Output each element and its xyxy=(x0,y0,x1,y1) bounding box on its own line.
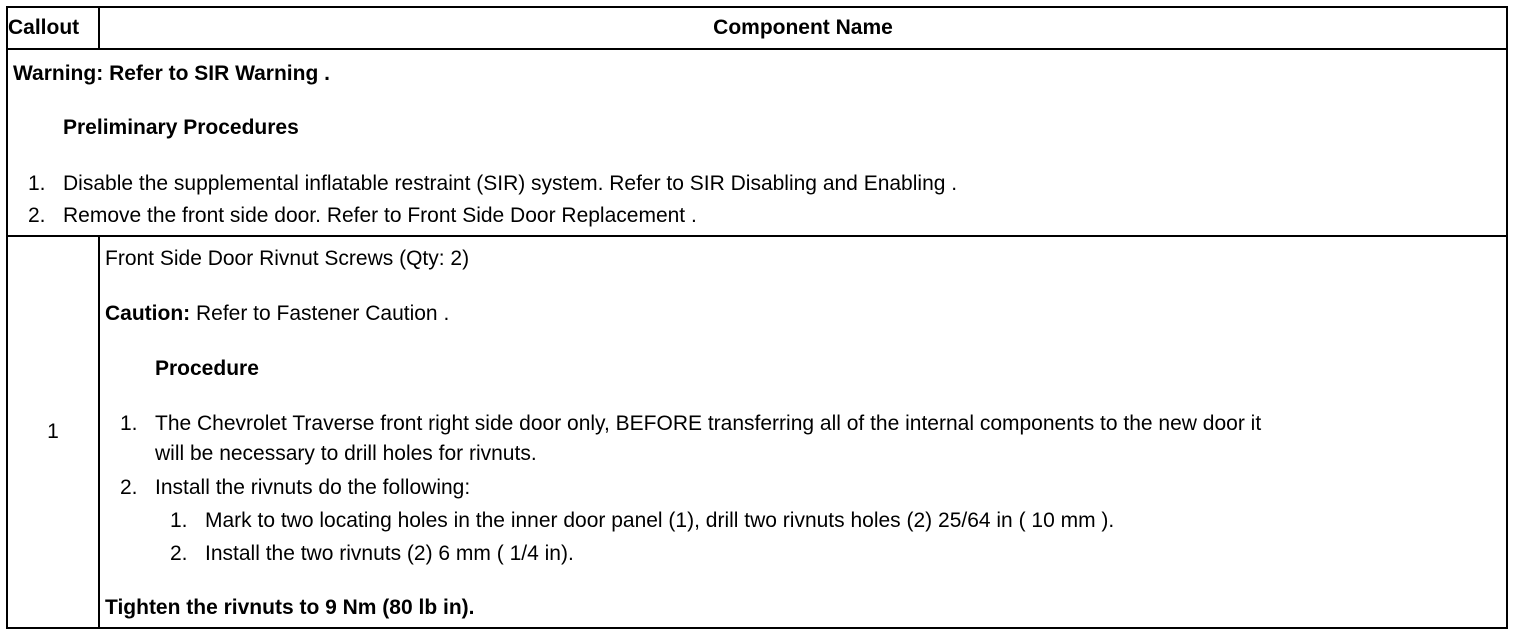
step-text-line1: The Chevrolet Traverse front right side door only, BEFORE transferring all of the internal components to the new door it xyxy=(155,412,1262,435)
component-header: Component Name xyxy=(99,7,1507,49)
preliminary-heading: Preliminary Procedures xyxy=(63,116,299,139)
warning-line xyxy=(13,62,330,86)
step-text-line1: Install the rivnuts do the following: xyxy=(155,476,471,499)
substep-number: 2. xyxy=(170,542,188,565)
torque-spec: Tighten the rivnuts to 9 Nm (80 lb in). xyxy=(105,596,475,619)
step-number: 1. xyxy=(120,412,138,435)
step-text-line2: will be necessary to drill holes for rivnuts. xyxy=(155,442,537,465)
preliminary-row xyxy=(7,49,1507,236)
preliminary-step-text: Remove the front side door. Refer to Front Side Door Replacement . xyxy=(63,204,697,227)
fastener-caution-link[interactable]: Refer to Fastener Caution . xyxy=(190,302,450,325)
component-name: Front Side Door Rivnut Screws (Qty: 2) xyxy=(105,247,470,270)
header-row xyxy=(7,7,1507,49)
substep-text: Install the two rivnuts (2) 6 mm ( 1/4 in). xyxy=(205,542,574,565)
sir-warning-link[interactable]: Refer to SIR Warning xyxy=(109,62,319,85)
substep-text: Mark to two locating holes in the inner door panel (1), drill two rivnuts holes (2) 25/64 in ( 10 mm ). xyxy=(205,509,1115,532)
callout-header: Callout xyxy=(7,7,99,49)
step-number: 2. xyxy=(28,204,46,227)
preliminary-step xyxy=(28,204,46,228)
callout-value: 1 xyxy=(7,236,99,628)
step-number: 2. xyxy=(120,476,138,499)
preliminary-cell xyxy=(7,49,1507,236)
caution-line xyxy=(105,302,449,326)
warning-suffix: . xyxy=(318,62,330,85)
component-row xyxy=(7,236,1507,628)
warning-label: Warning: xyxy=(13,62,104,85)
procedure-heading: Procedure xyxy=(155,357,259,380)
step-number: 1. xyxy=(28,172,46,195)
preliminary-step xyxy=(28,172,46,196)
procedure-table xyxy=(6,6,1508,629)
caution-label: Caution: xyxy=(105,302,191,325)
component-cell xyxy=(99,236,1507,628)
preliminary-step-text: Disable the supplemental inflatable restraint (SIR) system. Refer to SIR Disabling and Enabling . xyxy=(63,172,958,195)
substep-number: 1. xyxy=(170,509,188,532)
